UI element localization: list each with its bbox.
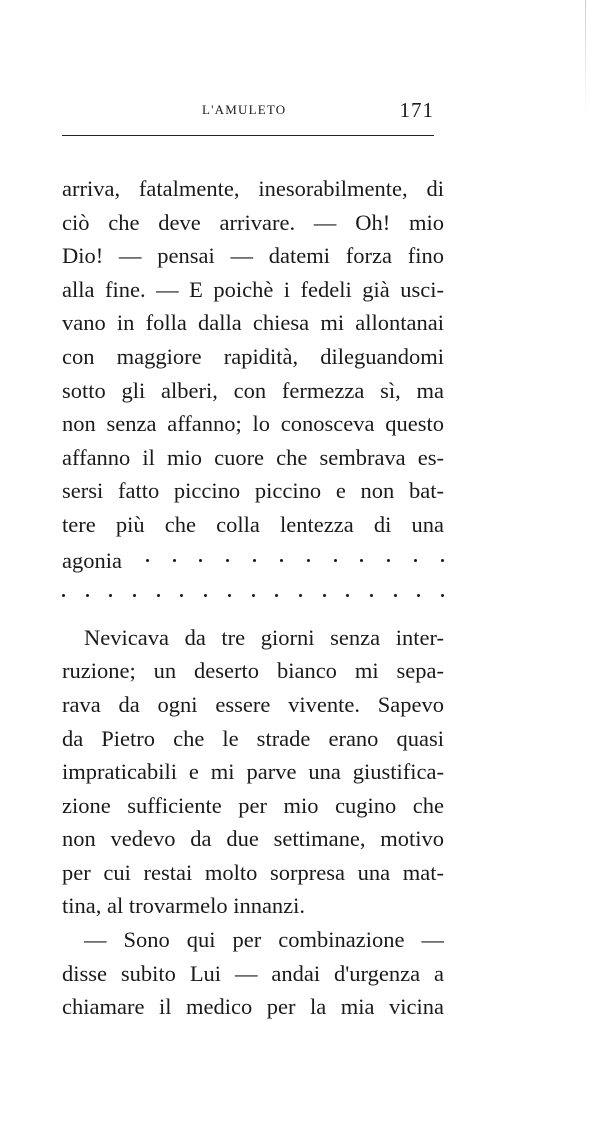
leader-dot — [370, 594, 373, 597]
leader-dot — [62, 594, 65, 597]
text-line: vano in folla dalla chiesa mi allontanai — [62, 310, 444, 336]
leader-dot — [280, 559, 283, 562]
leader-dot — [180, 594, 183, 597]
leader-dot — [204, 594, 207, 597]
leader-dot — [228, 594, 231, 597]
running-head — [62, 100, 444, 126]
leader-dot — [252, 594, 255, 597]
text-line: da Pietro che le strade erano quasi — [62, 725, 444, 751]
leader-dot — [133, 594, 136, 597]
text-line: ciò che deve arrivare. — Oh! mio — [62, 209, 444, 235]
text-line: disse subito Lui — andai d'urgenza a — [62, 960, 444, 986]
text-line: Nevicava da tre giorni senza inter- — [84, 624, 444, 650]
text-line: impraticabili e mi parve una giustifica- — [62, 759, 444, 785]
page-edge-shadow — [585, 0, 586, 120]
body-text — [62, 172, 444, 1024]
leader-dot — [417, 594, 420, 597]
header-rule — [62, 135, 434, 136]
leader-dot — [394, 594, 397, 597]
leader-dot — [299, 594, 302, 597]
text-line: non senza affanno; lo conosceva questo — [62, 411, 444, 437]
leader-dot — [441, 559, 444, 562]
ellipsis-line — [62, 542, 444, 578]
text-line: chiamare il medico per la mia vicina — [62, 994, 444, 1020]
text-line: tere più che colla lentezza di una — [62, 511, 444, 537]
leader-dot — [334, 559, 337, 562]
text-line: alla fine. — E poichè i fedeli già usci- — [62, 276, 444, 302]
text-line: tina, al trovarmelo innanzi. — [62, 893, 306, 919]
text-line: — Sono qui per combinazione — — [84, 927, 444, 953]
leader-dot — [253, 559, 256, 562]
text-line: ruzione; un deserto bianco mi sepa- — [62, 658, 444, 684]
leader-dot — [226, 559, 229, 562]
text-line: arriva, fatalmente, inesorabilmente, di — [62, 176, 444, 201]
page-number: 171 — [399, 98, 434, 122]
text-line: sotto gli alberi, con fermezza sì, ma — [62, 377, 444, 403]
leader-dot — [387, 559, 390, 562]
leader-dot — [323, 594, 326, 597]
leader-dot — [360, 559, 363, 562]
leader-dot — [173, 559, 176, 562]
leader-dot — [346, 594, 349, 597]
leader-dot — [146, 559, 149, 562]
text-line: non vedevo da due settimane, motivo — [62, 826, 444, 852]
leader-dot — [199, 559, 202, 562]
leader-dot — [307, 559, 310, 562]
text-line: agonia — [62, 547, 122, 573]
text-line: Dio! — pensai — datemi forza fino — [62, 243, 444, 269]
ellipsis-line — [62, 577, 444, 613]
text-line: per cui restai molto sorpresa una mat- — [62, 859, 444, 885]
leader-dot — [109, 594, 112, 597]
text-line: affanno il mio cuore che sembrava es- — [62, 444, 444, 470]
leader-dot — [157, 594, 160, 597]
leader-dot — [275, 594, 278, 597]
running-title: L'AMULETO — [202, 102, 287, 117]
leader-dot — [414, 559, 417, 562]
text-line: con maggiore rapidità, dileguandomi — [62, 343, 444, 369]
text-line: sersi fatto piccino piccino e non bat- — [62, 478, 444, 504]
text-line: rava da ogni essere vivente. Sapevo — [62, 691, 444, 717]
leader-dot — [441, 594, 444, 597]
text-line: zione sufficiente per mio cugino che — [62, 792, 444, 818]
leader-dot — [86, 594, 89, 597]
